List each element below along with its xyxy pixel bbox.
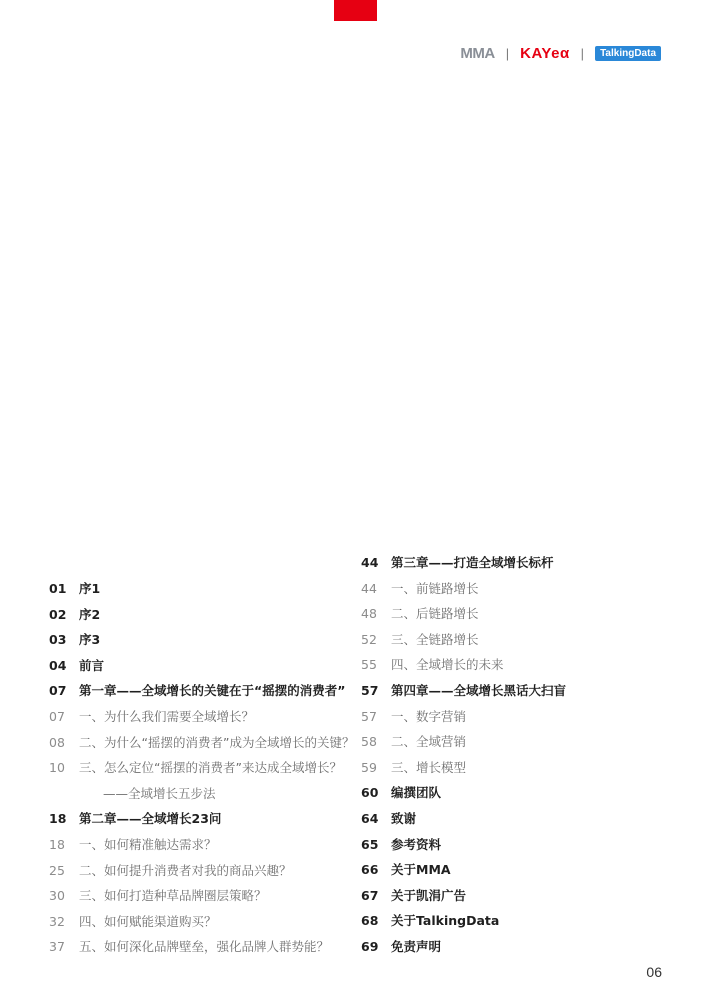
page-number: 06 (646, 964, 662, 980)
toc-page-number: 03 (49, 632, 67, 648)
toc-entry-title: 第一章——全域增长的关键在于“摇摆的消费者” (79, 683, 346, 699)
toc-page-number: 07 (49, 709, 65, 724)
toc-entry-title: 四、全域增长的未来 (391, 657, 504, 673)
toc-page-number: 58 (361, 734, 377, 750)
toc-page-number: 01 (49, 581, 67, 596)
toc-page-number: 25 (49, 862, 65, 878)
toc-entry-title: 第二章——全域增长23问 (79, 811, 222, 827)
talkingdata-logo: TalkingData (595, 46, 661, 61)
toc-page-number: 69 (361, 939, 379, 954)
toc-entry-title: 五、如何深化品牌壁垒，强化品牌人群势能？ (79, 939, 330, 955)
toc-page-number: 64 (361, 811, 379, 826)
toc-entry-title: 三、怎么定位“摇摆的消费者”来达成全域增长？ (79, 760, 342, 776)
toc-entry-title: 参考资料 (391, 836, 442, 852)
logo-separator: | (580, 45, 585, 61)
toc-page-number: 57 (361, 708, 377, 724)
toc-entry-title: 三、如何打造种草品牌圈层策略？ (79, 888, 267, 904)
toc-page-number: 08 (49, 734, 65, 750)
toc-page-number: 37 (49, 939, 65, 955)
toc-entry-title: 关于TalkingData (391, 913, 500, 929)
toc-entry-title: 二、后链路增长 (391, 606, 479, 622)
red-header-tab (334, 0, 377, 21)
toc-entry-title: 一、前链路增长 (391, 580, 479, 596)
partner-logos (460, 43, 661, 63)
toc-page-number: 52 (361, 631, 377, 647)
toc-entry-title: 二、如何提升消费者对我的商品兴趣？ (79, 862, 292, 878)
toc-entry-title: 序3 (79, 632, 101, 648)
toc-entry-title: 第四章——全域增长黑话大扫盲 (391, 683, 567, 698)
toc-page-number: 66 (361, 862, 379, 878)
toc-page-number: 48 (361, 606, 377, 622)
toc-page-number: 60 (361, 785, 379, 801)
toc-entry-title: 一、如何精准触达需求？ (79, 837, 217, 852)
toc-page-number: 10 (49, 760, 65, 776)
toc-entry-title: 免责声明 (391, 939, 442, 954)
toc-page-number: 32 (49, 913, 65, 929)
toc-page-number: 07 (49, 683, 67, 699)
toc-page-number: 44 (361, 555, 379, 570)
toc-page-number: 18 (49, 811, 67, 827)
toc-page-number: 65 (361, 836, 379, 852)
toc-page-number: 18 (49, 837, 65, 852)
toc-entry-title: 编撰团队 (391, 785, 442, 801)
mma-logo: MMA (460, 44, 495, 62)
toc-page-number: 59 (361, 759, 377, 775)
toc-entry-title: 序2 (79, 606, 101, 622)
toc-page-number: 67 (361, 887, 379, 903)
toc-entry-title: 一、数字营销 (391, 708, 467, 724)
toc-entry-title: 序1 (79, 581, 101, 596)
toc-entry-title: 三、全链路增长 (391, 631, 479, 647)
toc-page-number: 55 (361, 657, 377, 673)
toc-entry-title: 四、如何赋能渠道购买？ (79, 913, 217, 929)
toc-page-number: 30 (49, 888, 65, 904)
toc-entry-title: 前言 (79, 657, 105, 673)
toc-entry-title: 关于凯涓广告 (391, 887, 467, 903)
toc-page-number: 04 (49, 657, 67, 673)
toc-entry-title: 二、为什么“摇摆的消费者”成为全域增长的关键？ (79, 734, 355, 750)
toc-page-number: 02 (49, 606, 67, 622)
toc-page-number: 44 (361, 580, 377, 596)
toc-entry-title: 一、为什么我们需要全域增长？ (79, 709, 255, 724)
toc-entry-title: 第三章——打造全域增长标杆 (391, 555, 554, 570)
toc-entry-title: 致谢 (391, 811, 417, 826)
toc-page-number: 68 (361, 913, 379, 929)
toc-entry-title: 二、全域营销 (391, 734, 467, 750)
toc-entry-title: ——全域增长五步法 (103, 785, 216, 801)
toc-entry-title: 关于MMA (391, 862, 451, 878)
toc-page-number: 57 (361, 683, 379, 698)
kayea-logo: KAYeα (520, 44, 570, 62)
logo-separator: | (505, 45, 510, 61)
toc-entry-title: 三、增长模型 (391, 759, 467, 775)
